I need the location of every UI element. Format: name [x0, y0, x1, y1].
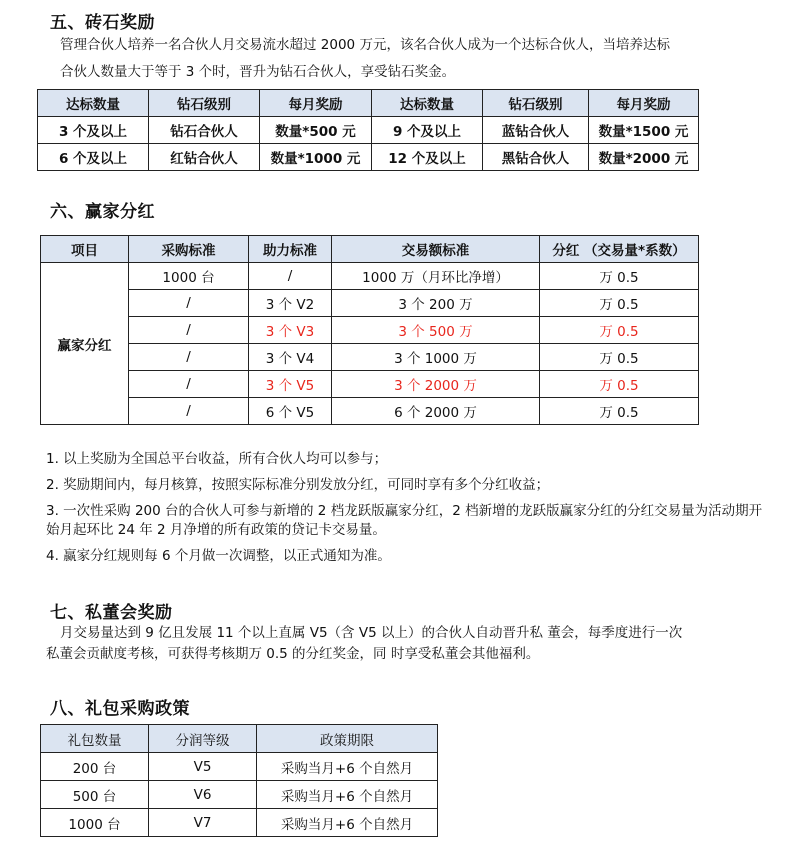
table-cell: 3 个 V5	[249, 371, 332, 398]
table-cell: /	[129, 371, 249, 398]
column-header: 钻石级别	[483, 90, 589, 117]
table-cell: 万 0.5	[540, 371, 699, 398]
table-cell: 钻石合伙人	[149, 117, 260, 144]
table-cell: 3 个 200 万	[332, 290, 540, 317]
table-row	[38, 144, 699, 171]
column-header: 达标数量	[372, 90, 483, 117]
gift-package-table	[40, 724, 438, 837]
table-cell: /	[249, 263, 332, 290]
table-cell: 万 0.5	[540, 317, 699, 344]
group-label-cell: 赢家分红	[41, 263, 129, 425]
table-cell: 采购当月+6 个自然月	[257, 753, 438, 781]
table-cell: 数量*1500 元	[589, 117, 699, 144]
table-cell: 数量*500 元	[260, 117, 372, 144]
note-3: 3. 一次性采购 200 台的合伙人可参与新增的 2 档龙跃版赢家分红，2 档新增的龙跃版赢家分红的分红交易量为活动期开始月起环比 24 年 2 月净增的所有政策的贷记卡交易量。	[46, 503, 763, 538]
table-row	[41, 753, 438, 781]
column-header: 达标数量	[38, 90, 149, 117]
table-cell: 黑钻合伙人	[483, 144, 589, 171]
table-cell: 万 0.5	[540, 344, 699, 371]
table-cell: 数量*2000 元	[589, 144, 699, 171]
table-cell: 蓝钻合伙人	[483, 117, 589, 144]
table-cell: 1000 台	[129, 263, 249, 290]
column-header: 每月奖励	[589, 90, 699, 117]
table-cell: 6 个及以上	[38, 144, 149, 171]
table-row	[41, 398, 699, 425]
column-header: 钻石级别	[149, 90, 260, 117]
table-cell: 万 0.5	[540, 290, 699, 317]
table-cell: 万 0.5	[540, 263, 699, 290]
table-cell: /	[129, 290, 249, 317]
table-cell: 3 个及以上	[38, 117, 149, 144]
table-row-highlighted	[41, 317, 699, 344]
section-7-paragraph-line1: 月交易量达到 9 亿且发展 11 个以上直属 V5（含 V5 以上）的合伙人自动晋升私 董会，每季度进行一次	[60, 625, 683, 641]
column-header: 每月奖励	[260, 90, 372, 117]
table-row-highlighted	[41, 371, 699, 398]
section-8-title: 八、礼包采购政策	[50, 699, 190, 719]
table-cell: 1000 台	[41, 809, 149, 837]
note-2: 2. 奖励期间内，每月核算，按照实际标准分别发放分红，可同时享有多个分红收益；	[46, 477, 550, 493]
table-cell: 3 个 500 万	[332, 317, 540, 344]
table-cell: 3 个 2000 万	[332, 371, 540, 398]
section-6-title: 六、赢家分红	[50, 202, 155, 222]
table-cell: /	[129, 398, 249, 425]
table-cell: 1000 万（月环比净增）	[332, 263, 540, 290]
table-cell: 12 个及以上	[372, 144, 483, 171]
table-cell: 3 个 V4	[249, 344, 332, 371]
table-cell: /	[129, 317, 249, 344]
table-row	[41, 344, 699, 371]
table-cell: 红钻合伙人	[149, 144, 260, 171]
column-header: 分润等级	[149, 725, 257, 753]
column-header: 助力标准	[249, 236, 332, 263]
table-cell: V6	[149, 781, 257, 809]
table-cell: /	[129, 344, 249, 371]
table-row	[41, 809, 438, 837]
column-header: 分红 （交易量*系数）	[540, 236, 699, 263]
table-header-row	[38, 90, 699, 117]
section-5-title: 五、砖石奖励	[50, 13, 155, 33]
table-cell: 3 个 1000 万	[332, 344, 540, 371]
diamond-reward-table	[37, 89, 699, 171]
table-cell: 采购当月+6 个自然月	[257, 809, 438, 837]
table-cell: 3 个 V3	[249, 317, 332, 344]
column-header: 交易额标准	[332, 236, 540, 263]
winner-dividend-table	[40, 235, 699, 425]
note-4: 4. 赢家分红规则每 6 个月做一次调整，以正式通知为准。	[46, 548, 391, 564]
table-cell: V7	[149, 809, 257, 837]
column-header: 采购标准	[129, 236, 249, 263]
table-row	[41, 290, 699, 317]
section-7-title: 七、私董会奖励	[50, 603, 173, 623]
section-7-paragraph-line2: 私董会贡献度考核，可获得考核期万 0.5 的分红奖金，同 时享受私董会其他福利。	[46, 646, 540, 662]
column-header: 政策期限	[257, 725, 438, 753]
table-cell: 500 台	[41, 781, 149, 809]
table-cell: 采购当月+6 个自然月	[257, 781, 438, 809]
table-row	[41, 781, 438, 809]
column-header: 项目	[41, 236, 129, 263]
table-cell: 6 个 2000 万	[332, 398, 540, 425]
table-row	[41, 263, 699, 290]
section-5-paragraph-line1: 管理合伙人培养一名合伙人月交易流水超过 2000 万元，该名合伙人成为一个达标合伙人，当培养达标	[60, 37, 670, 53]
table-cell: 6 个 V5	[249, 398, 332, 425]
note-1: 1. 以上奖励为全国总平台收益，所有合伙人均可以参与；	[46, 451, 388, 467]
table-cell: 数量*1000 元	[260, 144, 372, 171]
table-cell: 200 台	[41, 753, 149, 781]
table-cell: 9 个及以上	[372, 117, 483, 144]
table-row	[38, 117, 699, 144]
table-cell: 万 0.5	[540, 398, 699, 425]
table-header-row	[41, 725, 438, 753]
section-5-paragraph-line2: 合伙人数量大于等于 3 个时，晋升为钻石合伙人，享受钻石奖金。	[60, 64, 456, 80]
table-header-row	[41, 236, 699, 263]
table-cell: 3 个 V2	[249, 290, 332, 317]
column-header: 礼包数量	[41, 725, 149, 753]
table-cell: V5	[149, 753, 257, 781]
